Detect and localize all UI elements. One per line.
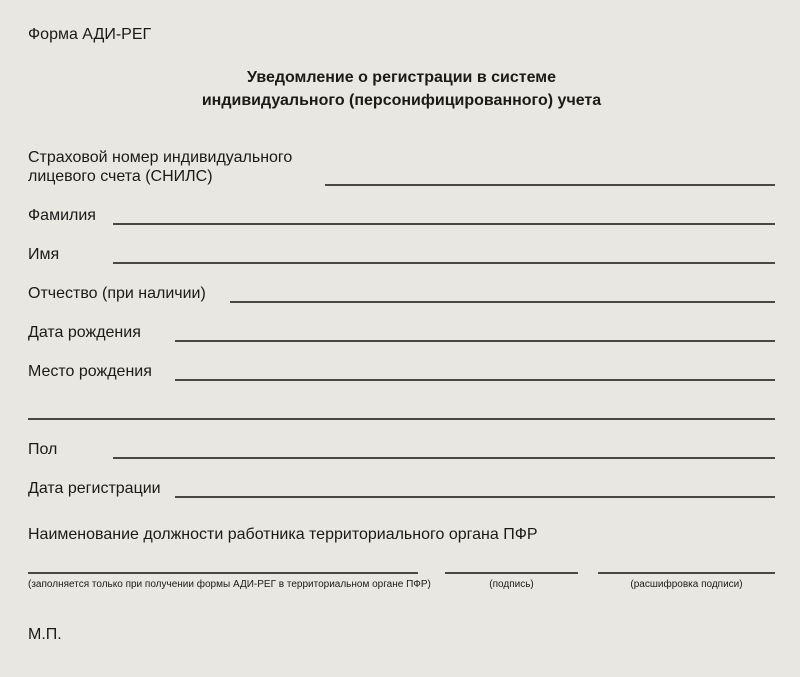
field-line-name[interactable] bbox=[113, 262, 775, 264]
signature-line[interactable] bbox=[445, 572, 578, 574]
field-label-birth-place: Место рождения bbox=[28, 363, 152, 380]
field-label-gender: Пол bbox=[28, 441, 58, 458]
field-line-birth-place-continuation[interactable] bbox=[28, 418, 775, 420]
field-line-registration-date[interactable] bbox=[175, 496, 775, 498]
signature-name-caption: (расшифровка подписи) bbox=[630, 579, 743, 590]
field-row-patronymic bbox=[28, 264, 775, 303]
field-label-snils bbox=[28, 148, 325, 186]
document-title bbox=[28, 66, 775, 112]
fill-note-line[interactable] bbox=[28, 572, 418, 574]
field-line-birth-date[interactable] bbox=[175, 340, 775, 342]
fill-note-caption: (заполняется только при получении формы АДИ-РЕГ в территориальном органе ПФР) bbox=[28, 579, 431, 590]
signature-section bbox=[28, 572, 775, 591]
field-row-snils bbox=[28, 144, 775, 186]
stamp-placeholder-label: М.П. bbox=[28, 626, 62, 643]
document-title-line2: индивидуального (персонифицированного) учета bbox=[201, 92, 602, 109]
signature-name-block bbox=[598, 572, 775, 591]
field-line-snils[interactable] bbox=[325, 184, 775, 186]
field-line-patronymic[interactable] bbox=[230, 301, 775, 303]
field-row-surname bbox=[28, 186, 775, 225]
field-row-birth-place bbox=[28, 342, 775, 381]
document-title-line1: Уведомление о регистрации в системе bbox=[246, 69, 557, 86]
field-row-birth-place-continuation bbox=[28, 381, 775, 420]
signature-block bbox=[445, 572, 578, 591]
field-row-gender bbox=[28, 420, 775, 459]
field-row-registration-date bbox=[28, 459, 775, 498]
form-fields bbox=[28, 144, 775, 498]
field-label-surname: Фамилия bbox=[28, 207, 96, 224]
signature-caption: (подпись) bbox=[489, 579, 534, 590]
field-label-patronymic: Отчество (при наличии) bbox=[28, 285, 206, 302]
field-row-birth-date bbox=[28, 303, 775, 342]
field-line-surname[interactable] bbox=[113, 223, 775, 225]
fill-note-block bbox=[28, 572, 431, 591]
field-label-registration-date: Дата регистрации bbox=[28, 480, 161, 497]
signature-name-line[interactable] bbox=[598, 572, 775, 574]
field-label-birth-date: Дата рождения bbox=[28, 324, 141, 341]
field-label-name: Имя bbox=[28, 246, 60, 263]
field-line-birth-place[interactable] bbox=[175, 379, 775, 381]
official-position-label: Наименование должности работника территориального органа ПФР bbox=[28, 526, 538, 543]
field-label-snils-line1: Страховой номер индивидуального bbox=[28, 149, 293, 166]
form-code-label: Форма АДИ-РЕГ bbox=[28, 26, 152, 43]
field-row-name bbox=[28, 225, 775, 264]
field-label-snils-line2: лицевого счета (СНИЛС) bbox=[28, 168, 213, 185]
field-line-gender[interactable] bbox=[113, 457, 775, 459]
